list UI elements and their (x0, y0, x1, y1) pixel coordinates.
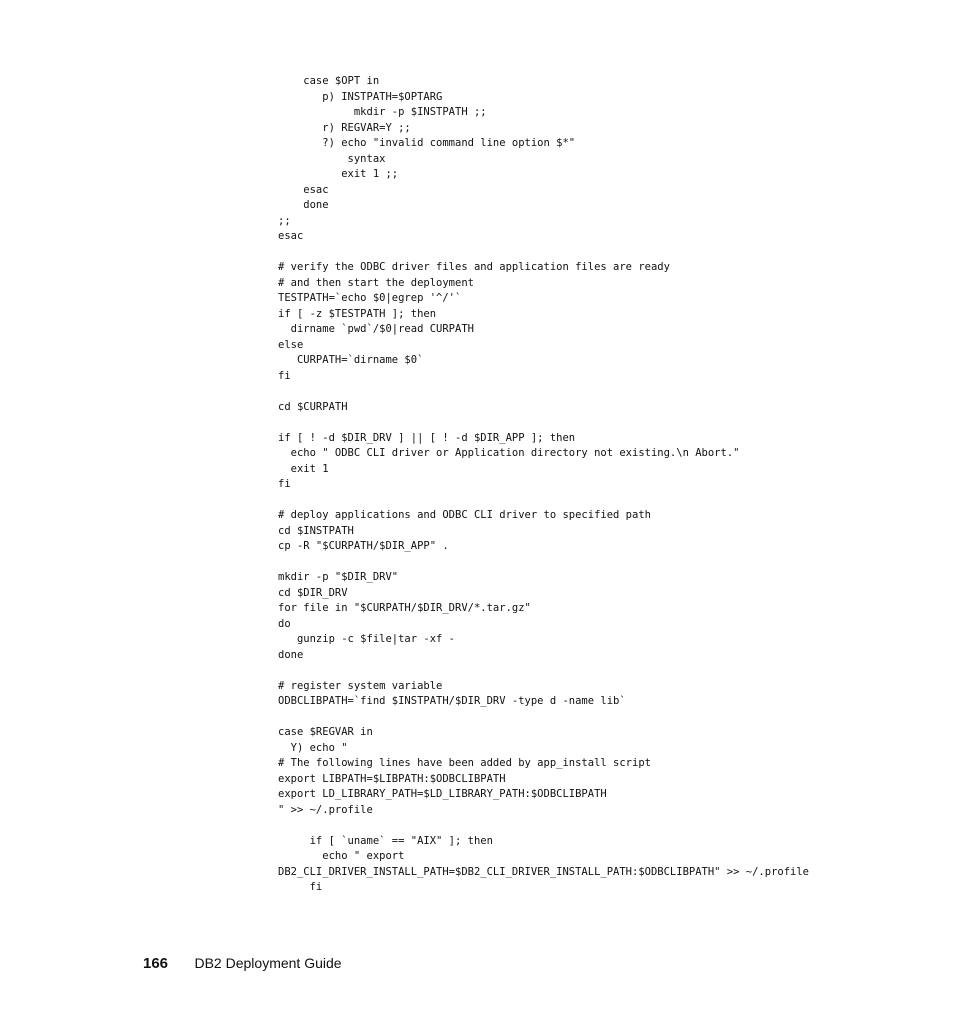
code-line: p) INSTPATH=$OPTARG (278, 90, 443, 103)
code-line: cd $INSTPATH (278, 524, 354, 537)
page-footer (143, 955, 342, 973)
code-line: " >> ~/.profile (278, 803, 373, 816)
code-line: echo " ODBC CLI driver or Application directory not existing.\n Abort." (278, 447, 740, 459)
code-line: DB2_CLI_DRIVER_INSTALL_PATH=$DB2_CLI_DRIVER_INSTALL_PATH:$ODBCLIBPATH" >> ~/.profile (278, 865, 810, 878)
code-line: if [ `uname` == "AIX" ]; then (278, 834, 493, 847)
code-line (278, 710, 809, 726)
code-line: esac (278, 230, 304, 242)
code-line: mkdir -p $INSTPATH ;; (278, 106, 487, 118)
code-line: fi (278, 881, 323, 893)
code-line: # register system variable (278, 679, 443, 692)
code-line: if [ -z $TESTPATH ]; then (278, 307, 437, 320)
code-line: fi (278, 369, 291, 382)
code-line: # verify the ODBC driver files and application files are ready (278, 261, 670, 273)
code-listing (278, 74, 809, 896)
code-line: # deploy applications and ODBC CLI driver to specified path (278, 509, 651, 521)
code-line: esac (278, 183, 329, 196)
document-title: DB2 Deployment Guide (194, 955, 342, 971)
page-number: 166 (143, 955, 169, 972)
code-line: ;; (278, 214, 291, 227)
code-line: gunzip -c $file|tar -xf - (278, 633, 456, 645)
code-line: case $OPT in (278, 75, 380, 87)
code-line: ODBCLIBPATH=`find $INSTPATH/$DIR_DRV -type d -name lib` (278, 695, 626, 707)
code-line (278, 555, 809, 571)
code-line: for file in "$CURPATH/$DIR_DRV/*.tar.gz" (278, 602, 531, 614)
code-line: export LIBPATH=$LIBPATH:$ODBCLIBPATH (278, 772, 506, 785)
code-line: done (278, 199, 329, 211)
code-line: TESTPATH=`echo $0|egrep '^/'` (278, 292, 462, 304)
code-line: # The following lines have been added by app_install script (278, 757, 651, 769)
code-line (278, 493, 809, 509)
code-line: export LD_LIBRARY_PATH=$LD_LIBRARY_PATH:$ODBCLIBPATH (278, 788, 607, 800)
code-line: echo " export (278, 850, 405, 862)
code-line: cp -R "$CURPATH/$DIR_APP" . (278, 540, 449, 552)
code-line: do (278, 617, 291, 630)
code-line: # and then start the deployment (278, 276, 474, 289)
code-line: exit 1 (278, 462, 329, 475)
code-line: if [ ! -d $DIR_DRV ] || [ ! -d $DIR_APP ]; then (278, 431, 576, 444)
code-line: r) REGVAR=Y ;; (278, 121, 411, 134)
code-line: CURPATH=`dirname $0` (278, 354, 424, 366)
code-line: fi (278, 478, 291, 490)
code-line: mkdir -p "$DIR_DRV" (278, 571, 399, 583)
code-line: cd $CURPATH (278, 400, 348, 413)
code-line (278, 415, 809, 431)
code-line (278, 245, 809, 261)
code-line (278, 818, 809, 834)
code-line: else (278, 338, 304, 351)
code-line: Y) echo " (278, 741, 348, 754)
code-line: ?) echo "invalid command line option $*" (278, 137, 576, 149)
code-line (278, 663, 809, 679)
code-line: syntax (278, 152, 386, 165)
code-line: dirname `pwd`/$0|read CURPATH (278, 323, 474, 335)
code-line: done (278, 648, 304, 661)
code-line: case $REGVAR in (278, 726, 373, 738)
code-line: cd $DIR_DRV (278, 586, 348, 599)
code-line (278, 384, 809, 400)
code-line: exit 1 ;; (278, 168, 399, 180)
